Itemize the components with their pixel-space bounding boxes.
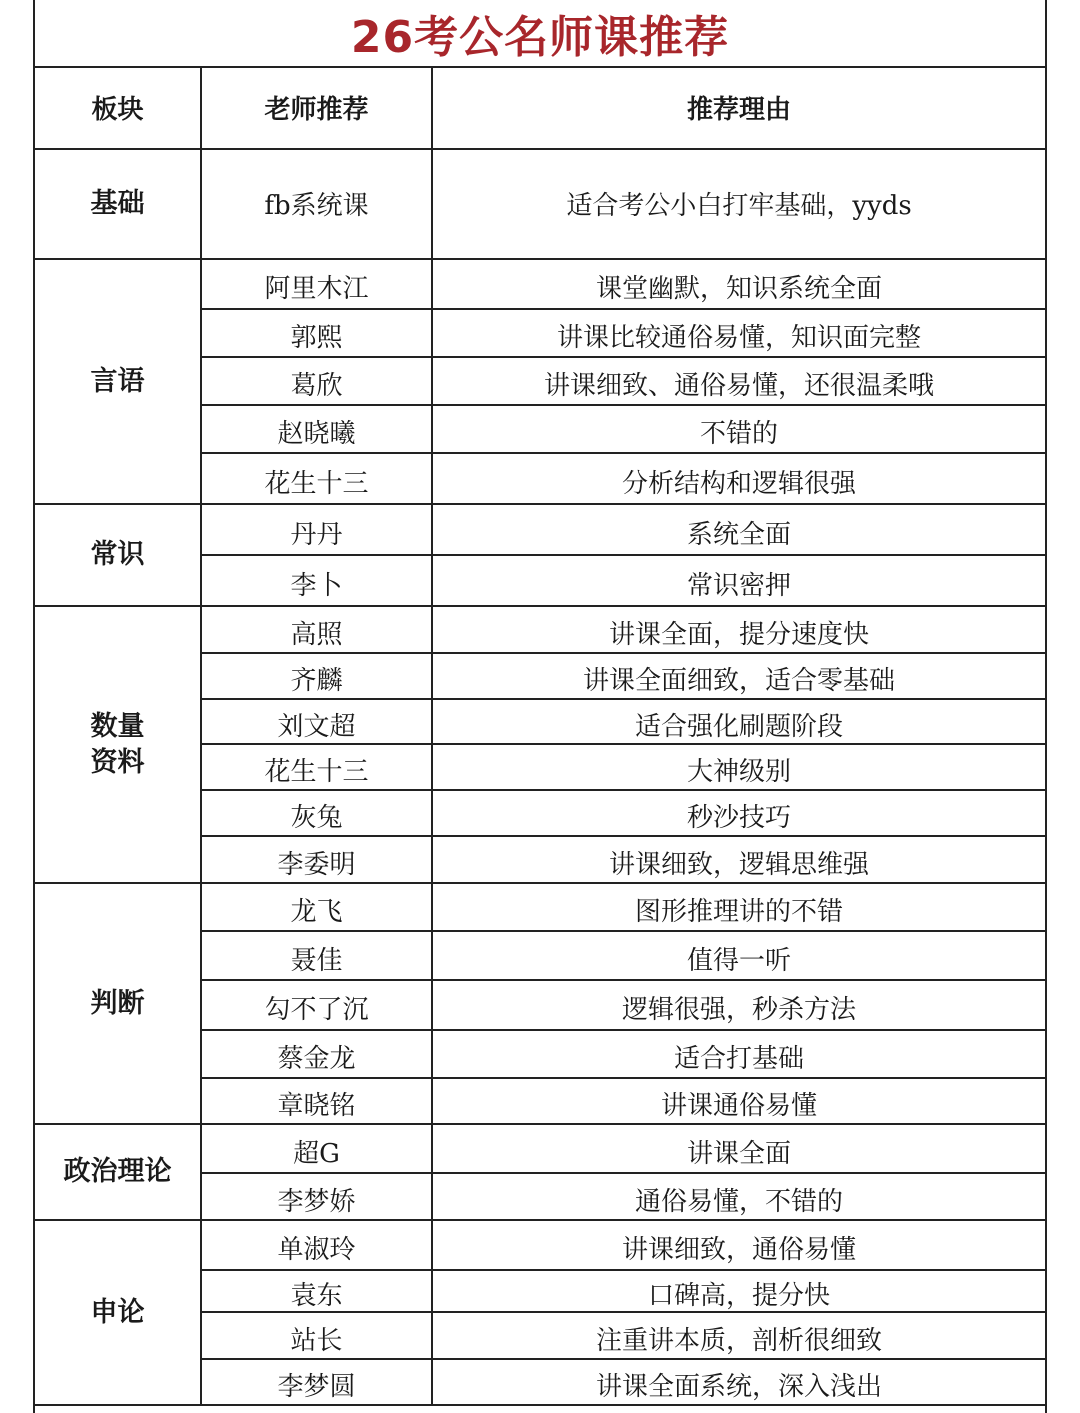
header-row (35, 66, 1045, 149)
teacher-cell: 李卜 (201, 555, 432, 606)
section-label-line: 资料 (90, 746, 145, 778)
teacher-cell: 章晓铭 (201, 1078, 432, 1124)
reason-cell: 讲课全面 (432, 1124, 1045, 1173)
reason-cell: 逻辑很强，秒杀方法 (432, 980, 1045, 1030)
teacher-cell: 灰兔 (201, 790, 432, 836)
teacher-cell: 阿里木江 (201, 259, 432, 309)
reason-cell: 秒沙技巧 (432, 790, 1045, 836)
recommendation-sheet (33, 0, 1047, 1413)
reason-cell: 系统全面 (432, 504, 1045, 555)
section-label-foundation: 基础 (35, 149, 201, 259)
table-row (35, 606, 1045, 653)
teacher-cell: 站长 (201, 1312, 432, 1359)
teacher-cell: fb系统课 (201, 149, 432, 259)
reason-cell: 适合强化刷题阶段 (432, 699, 1045, 744)
reason-cell: 适合考公小白打牢基础，yyds (432, 149, 1045, 259)
teacher-cell: 超G (201, 1124, 432, 1173)
section-label-essay-writing: 申论 (35, 1220, 201, 1405)
header-section: 板块 (35, 66, 201, 149)
table-row (35, 1124, 1045, 1173)
teacher-cell: 李梦圆 (201, 1359, 432, 1405)
reason-cell: 讲课细致、通俗易懂，还很温柔哦 (432, 357, 1045, 405)
reason-cell: 课堂幽默，知识系统全面 (432, 259, 1045, 309)
teacher-cell: 龙飞 (201, 883, 432, 931)
teacher-cell: 花生十三 (201, 453, 432, 504)
section-label-line: 数量 (90, 710, 145, 742)
teacher-cell: 蔡金龙 (201, 1030, 432, 1078)
teacher-cell: 勾不了沉 (201, 980, 432, 1030)
reason-cell: 适合打基础 (432, 1030, 1045, 1078)
teacher-cell: 单淑玲 (201, 1220, 432, 1270)
teacher-cell: 丹丹 (201, 504, 432, 555)
table-row (35, 259, 1045, 309)
table-row (35, 149, 1045, 259)
table-row (35, 883, 1045, 931)
teacher-cell: 齐麟 (201, 653, 432, 699)
recommendation-table (35, 66, 1045, 1406)
header-reason: 推荐理由 (432, 66, 1045, 149)
table-row (35, 504, 1045, 555)
reason-cell: 值得一听 (432, 931, 1045, 980)
header-teacher: 老师推荐 (201, 66, 432, 149)
reason-cell: 注重讲本质，剖析很细致 (432, 1312, 1045, 1359)
teacher-cell: 李委明 (201, 836, 432, 883)
teacher-cell: 李梦娇 (201, 1173, 432, 1220)
section-label-judgment: 判断 (35, 883, 201, 1124)
reason-cell: 大神级别 (432, 744, 1045, 790)
section-label-verbal: 言语 (35, 259, 201, 504)
reason-cell: 讲课细致，通俗易懂 (432, 1220, 1045, 1270)
teacher-cell: 赵晓曦 (201, 405, 432, 453)
section-label-political-theory: 政治理论 (35, 1124, 201, 1220)
reason-cell: 讲课全面系统，深入浅出 (432, 1359, 1045, 1405)
reason-cell: 不错的 (432, 405, 1045, 453)
teacher-cell: 袁东 (201, 1270, 432, 1312)
reason-cell: 常识密押 (432, 555, 1045, 606)
reason-cell: 口碑高，提分快 (432, 1270, 1045, 1312)
reason-cell: 分析结构和逻辑很强 (432, 453, 1045, 504)
reason-cell: 讲课比较通俗易懂，知识面完整 (432, 309, 1045, 357)
teacher-cell: 郭熙 (201, 309, 432, 357)
teacher-cell: 聂佳 (201, 931, 432, 980)
reason-cell: 讲课全面细致，适合零基础 (432, 653, 1045, 699)
reason-cell: 图形推理讲的不错 (432, 883, 1045, 931)
section-label-quantitative-data (35, 606, 201, 883)
page-title: 26考公名师课推荐 (35, 0, 1045, 68)
teacher-cell: 花生十三 (201, 744, 432, 790)
teacher-cell: 刘文超 (201, 699, 432, 744)
section-label-general-knowledge: 常识 (35, 504, 201, 606)
reason-cell: 通俗易懂，不错的 (432, 1173, 1045, 1220)
teacher-cell: 高照 (201, 606, 432, 653)
teacher-cell: 葛欣 (201, 357, 432, 405)
reason-cell: 讲课通俗易懂 (432, 1078, 1045, 1124)
table-row (35, 1220, 1045, 1270)
reason-cell: 讲课细致，逻辑思维强 (432, 836, 1045, 883)
reason-cell: 讲课全面，提分速度快 (432, 606, 1045, 653)
